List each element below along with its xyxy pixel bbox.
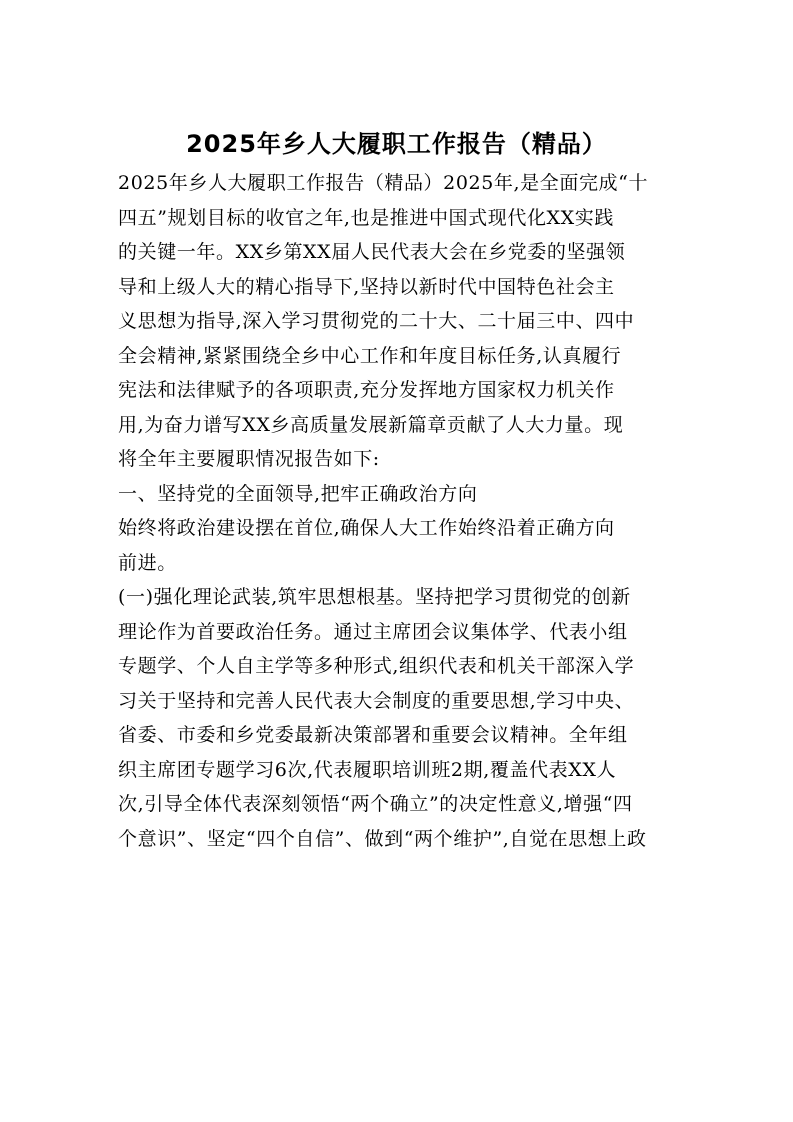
body-line: 2025年乡人大履职工作报告（精品）2025年,是全面完成“十 <box>118 172 649 194</box>
body-line: 的关键一年。XX乡第XX届人民代表大会在乡党委的坚强领 <box>118 241 626 263</box>
body-line: 织主席团专题学习6次,代表履职培训班2期,覆盖代表XX人 <box>118 758 617 781</box>
body-line: 始终将政治建设摆在首位,确保人大工作始终沿着正确方向 <box>118 517 615 539</box>
body-line: 前进。 <box>118 551 177 574</box>
body-line: 四五”规划目标的收官之年,也是推进中国式现代化XX实践 <box>118 206 615 229</box>
body-line: 次,引导全体代表深刻领悟“两个确立”的决定性意义,增强“四 <box>118 793 633 815</box>
body-line: 将全年主要履职情况报告如下: <box>118 448 380 470</box>
body-line: 个意识”、坚定“四个自信”、做到“两个维护”,自觉在思想上政 <box>118 827 647 850</box>
document-body <box>118 166 688 856</box>
body-line: 用,为奋力谱写XX乡高质量发展新篇章贡献了人大力量。现 <box>118 413 624 436</box>
body-line: 义思想为指导,深入学习贯彻党的二十大、二十届三中、四中 <box>118 310 635 332</box>
body-line: 省委、市委和乡党委最新决策部署和重要会议精神。全年组 <box>118 724 628 746</box>
body-line: 导和上级人大的精心指导下,坚持以新时代中国特色社会主 <box>118 275 615 298</box>
subsection-line: (一)强化理论武装,筑牢思想根基。坚持把学习贯彻党的创新 <box>118 586 631 608</box>
section-heading: 一、坚持党的全面领导,把牢正确政治方向 <box>118 482 478 505</box>
document-title: 2025年乡人大履职工作报告（精品） <box>186 130 607 158</box>
body-line: 理论作为首要政治任务。通过主席团会议集体学、代表小组 <box>118 620 628 643</box>
body-line: 全会精神,紧紧围绕全乡中心工作和年度目标任务,认真履行 <box>118 344 622 367</box>
body-line: 宪法和法律赋予的各项职责,充分发挥地方国家权力机关作 <box>118 379 615 401</box>
body-line: 习关于坚持和完善人民代表大会制度的重要思想,学习中央、 <box>118 689 635 712</box>
body-line: 专题学、个人自主学等多种形式,组织代表和机关干部深入学 <box>118 655 635 677</box>
